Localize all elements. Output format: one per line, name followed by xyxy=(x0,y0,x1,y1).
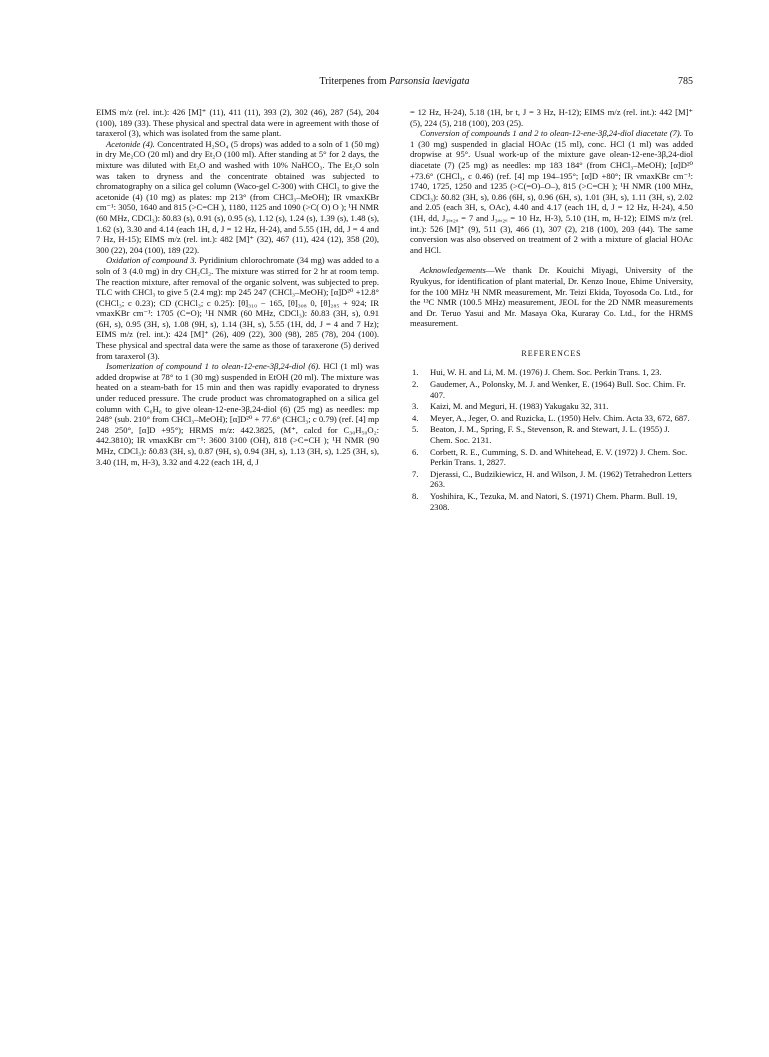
reference-item xyxy=(410,379,693,400)
run-in-heading: Isomerization of compound 1 to olean-12-ene-3β,24-diol (6). xyxy=(106,361,321,372)
reference-text: Corbett, R. E., Cumming, S. D. and Whitehead, E. V. (1972) J. Chem. Soc. Perkin Trans. 1, 2827. xyxy=(430,446,688,468)
paragraph-text: Concentrated H₂SO₄ (5 drops) was added to a soln of 1 (50 mg) in dry Me₂CO (20 ml) and dry Et₂O (100 ml). After standing at 5° for 2 days, the mixture was diluted with Et₂O and washed with 10% NaHCO₃. The Et₂O soln was taken to dryness and the concentrate obtained was subjected to chromatography on a silica gel column (Waco-gel C-300) with CHCl₃ to give the acetonide (4) (10 mg) as plates: mp 213° (from CHCl₃–MeOH); IR νmaxKBr cm⁻¹: 3050, 1640 and 815 (>C=CH ), 1180, 1125 and 1090 (>C( O) O ); ¹H NMR (60 MHz, CDCl₃): δ0.83 (s), 0.91 (s), 0.95 (s), 1.12 (s), 1.24 (s), 1.39 (s), 1.48 (s), 1.62 (s), 3.30 and 4.14 (each 1H, d, J = 12 Hz, H-24), and 5.55 (1H, dd, J = 4 and 7 Hz, H-15); EIMS m/z (rel. int.): 482 [M]⁺ (32), 467 (11), 424 (12), 358 (20), 300 (22), 204 (100), 189 (22). xyxy=(96,138,379,255)
left-column xyxy=(96,107,379,467)
paragraph xyxy=(410,128,693,255)
reference-number: 6. xyxy=(412,446,419,457)
paragraph xyxy=(96,361,379,467)
reference-item xyxy=(410,469,693,490)
acknowledgements xyxy=(410,265,693,329)
paragraph xyxy=(410,107,693,128)
acknowledgements-title: Acknowledgements xyxy=(420,265,486,276)
paragraph-text: Pyridinium chlorochromate (34 mg) was added to a soln of 3 (4.0 mg) in dry CH₂Cl₂. The mixture was stirred for 2 hr at room temp. The reaction mixture, after removal of the organic solvent, was subjected to prep. TLC with CHCl₃ to give 5 (2.4 mg): mp 245 247 (CHCl₃–MeOH); [α]D²⁰ +12.8° (CHCl₃; c 0.23); CD (CHCl₃; c 0.25): [θ]₃₁₀ − 165, [θ]₃₀₈ 0, [θ]₂₈₅ + 924; IR νmaxKBr cm⁻¹: 1705 (C=O); ¹H NMR (60 MHz, CDCl₃): δ0.83 (3H, s), 0.91 (6H, s), 0.95 (3H, s), 1.08 (9H, s), 1.14 (3H, s), 5.55 (1H, dd, J = 4 and 7 Hz); EIMS m/z (rel. int.): 424 [M]⁺ (26), 409 (22), 300 (98), 285 (78), 204 (100). These physical and spectral data were the same as those of taraxerone (5) derived from taraxerol (3). xyxy=(96,255,379,361)
run-in-heading: Oxidation of compound 3. xyxy=(106,255,197,266)
reference-item xyxy=(410,367,693,378)
reference-item xyxy=(410,413,693,424)
paragraph-text: HCl (1 ml) was added dropwise at 78° to 1 (30 mg) suspended in EtOH (20 ml). The mixture was heated on a steam-bath for 15 min and then was rapidly evaporated to dryness under reduced pressure. The crude product was chromatographed on a silica gel column with C₆H₆ to give olean-12-ene-3β,24-diol (6) (25 mg) as needles: mp 248° (sub. 210° from CHCl₃–MeOH); [α]D²⁰ + 77.6° (CHCl₃; c 0.79) (ref. [4] mp 248 250°, [α]D +95°); HRMS m/z: 442.3825, (M⁺, calcd for C₃₀H₅₀O₂: 442.3810); IR νmaxKBr cm⁻¹: 3600 3100 (OH), 818 (>C=CH ); ¹H NMR (90 MHz, CDCl₃): δ0.83 (3H, s), 0.87 (9H, s), 0.94 (3H, s), 1.13 (3H, s), 1.25 (3H, s), 3.40 (1H, m, H-3), 3.32 and 4.22 (each 1H, d, J xyxy=(96,361,379,467)
reference-number: 4. xyxy=(412,412,419,423)
reference-text: Beaton, J. M., Spring, F. S., Stevenson, R. and Stewart, J. L. (1955) J. Chem. Soc. 2131. xyxy=(430,424,670,446)
paragraph xyxy=(96,255,379,361)
reference-text: Hui, W. H. and Li, M. M. (1976) J. Chem. Soc. Perkin Trans. 1, 23. xyxy=(430,367,662,378)
references-list xyxy=(410,367,693,512)
run-in-heading: Acetonide (4). xyxy=(106,138,155,149)
right-column xyxy=(410,107,693,513)
reference-text: Yoshihira, K., Tezuka, M. and Natori, S. (1971) Chem. Pharm. Bull. 19, 2308. xyxy=(430,491,678,512)
running-title xyxy=(96,76,693,87)
running-title-species: Parsonsia laevigata xyxy=(389,76,470,87)
run-in-heading: Conversion of compounds 1 and 2 to olean-12-ene-3β,24-diol diacetate (7). xyxy=(420,128,682,139)
reference-number: 1. xyxy=(412,367,419,378)
reference-number: 3. xyxy=(412,401,419,412)
page-header xyxy=(96,76,693,90)
reference-number: 8. xyxy=(412,491,419,501)
reference-number: 5. xyxy=(412,424,419,435)
reference-number: 7. xyxy=(412,468,419,479)
reference-item xyxy=(410,491,693,512)
paragraph xyxy=(96,107,379,139)
reference-text: Meyer, A., Jeger, O. and Ruzicka, L. (1950) Helv. Chim. Acta 33, 672, 687. xyxy=(430,412,690,423)
reference-text: Gaudemer, A., Polonsky, M. J. and Wenker, E. (1964) Bull. Soc. Chim. Fr. 407. xyxy=(430,379,686,400)
reference-item xyxy=(410,401,693,412)
paragraph xyxy=(96,139,379,256)
paragraph-text: EIMS m/z (rel. int.): 426 [M]⁺ (11), 411 (11), 393 (2), 302 (46), 287 (54), 204 (100), 189 (33). These physical and spectral data were in agreement with those of taraxerol (3), which was isolated from the same plant. xyxy=(96,107,379,139)
acknowledgements-text: —We thank Dr. Kouichi Miyagi, University of the Ryukyus, for identification of plant material, Dr. Kenzo Inoue, Ehime University, for the 100 MHz ¹H NMR measurement, Mr. Teizi Ekida, Toyosoda Co. Ltd., for the ¹³C NMR (100.5 MHz) measurement, JEOL for the 2D NMR measurements and Dr. Teruo Yasui and Mr. Masaya Oka, Kuraray Co. Ltd., for the HRMS measurement. xyxy=(410,265,693,329)
references-heading: REFERENCES xyxy=(521,348,582,358)
reference-number: 2. xyxy=(412,379,419,390)
page-number: 785 xyxy=(678,76,693,87)
reference-text: Djerassi, C., Budzikiewicz, H. and Wilson, J. M. (1962) Tetrahedron Letters 263. xyxy=(430,468,692,490)
reference-item xyxy=(410,447,693,468)
running-title-text: Triterpenes from xyxy=(319,76,390,87)
reference-text: Kaizi, M. and Meguri, H. (1983) Yakugaku 32, 311. xyxy=(430,401,609,412)
paragraph-text: To 1 (30 mg) suspended in glacial HOAc (15 ml), conc. HCl (1 ml) was added dropwise at 95°. Usual work-up of the mixture gave olean-12-ene-3β,24-diol diacetate (7) (25 mg) as needles: mp 183 184° (from CHCl₃–MeOH); [α]D²⁰ +73.6° (CHCl₃, c 0.46) (ref. [4] mp 194–195°; [α]D +80°; IR νmaxKBr cm⁻¹: 1740, 1725, 1250 and 1235 (>C(=O)–O–), 815 (>C=CH ); ¹H NMR (100 MHz, CDCl₃): δ0.82 (3H, s), 0.86 (6H, s), 0.96 (6H, s), 1.01 (3H, s), 1.11 (3H, s), 2.02 and 2.05 (each 3H, s, OAc), 4.40 and 4.17 (each 1H, d, J = 12 Hz, H-24), 4.50 (1H, dd, J₃ₐ,₂ₐ = 7 and J₃ₐ,₂ₑ = 10 Hz, H-3), 5.10 (1H, m, H-12); EIMS m/z (rel. int.): 526 [M]⁺ (9), 511 (3), 466 (1), 307 (2), 218 (100), 203 (44). The same conversion was also observed on treatment of 2 with a mixture of glacial HOAc and HCl. xyxy=(410,128,693,255)
paragraph-text: = 12 Hz, H-24), 5.18 (1H, br t, J = 3 Hz, H-12); EIMS m/z (rel. int.): 442 [M]⁺ (5), 224 (5), 218 (100), 203 (25). xyxy=(410,107,693,128)
reference-item xyxy=(410,424,693,445)
